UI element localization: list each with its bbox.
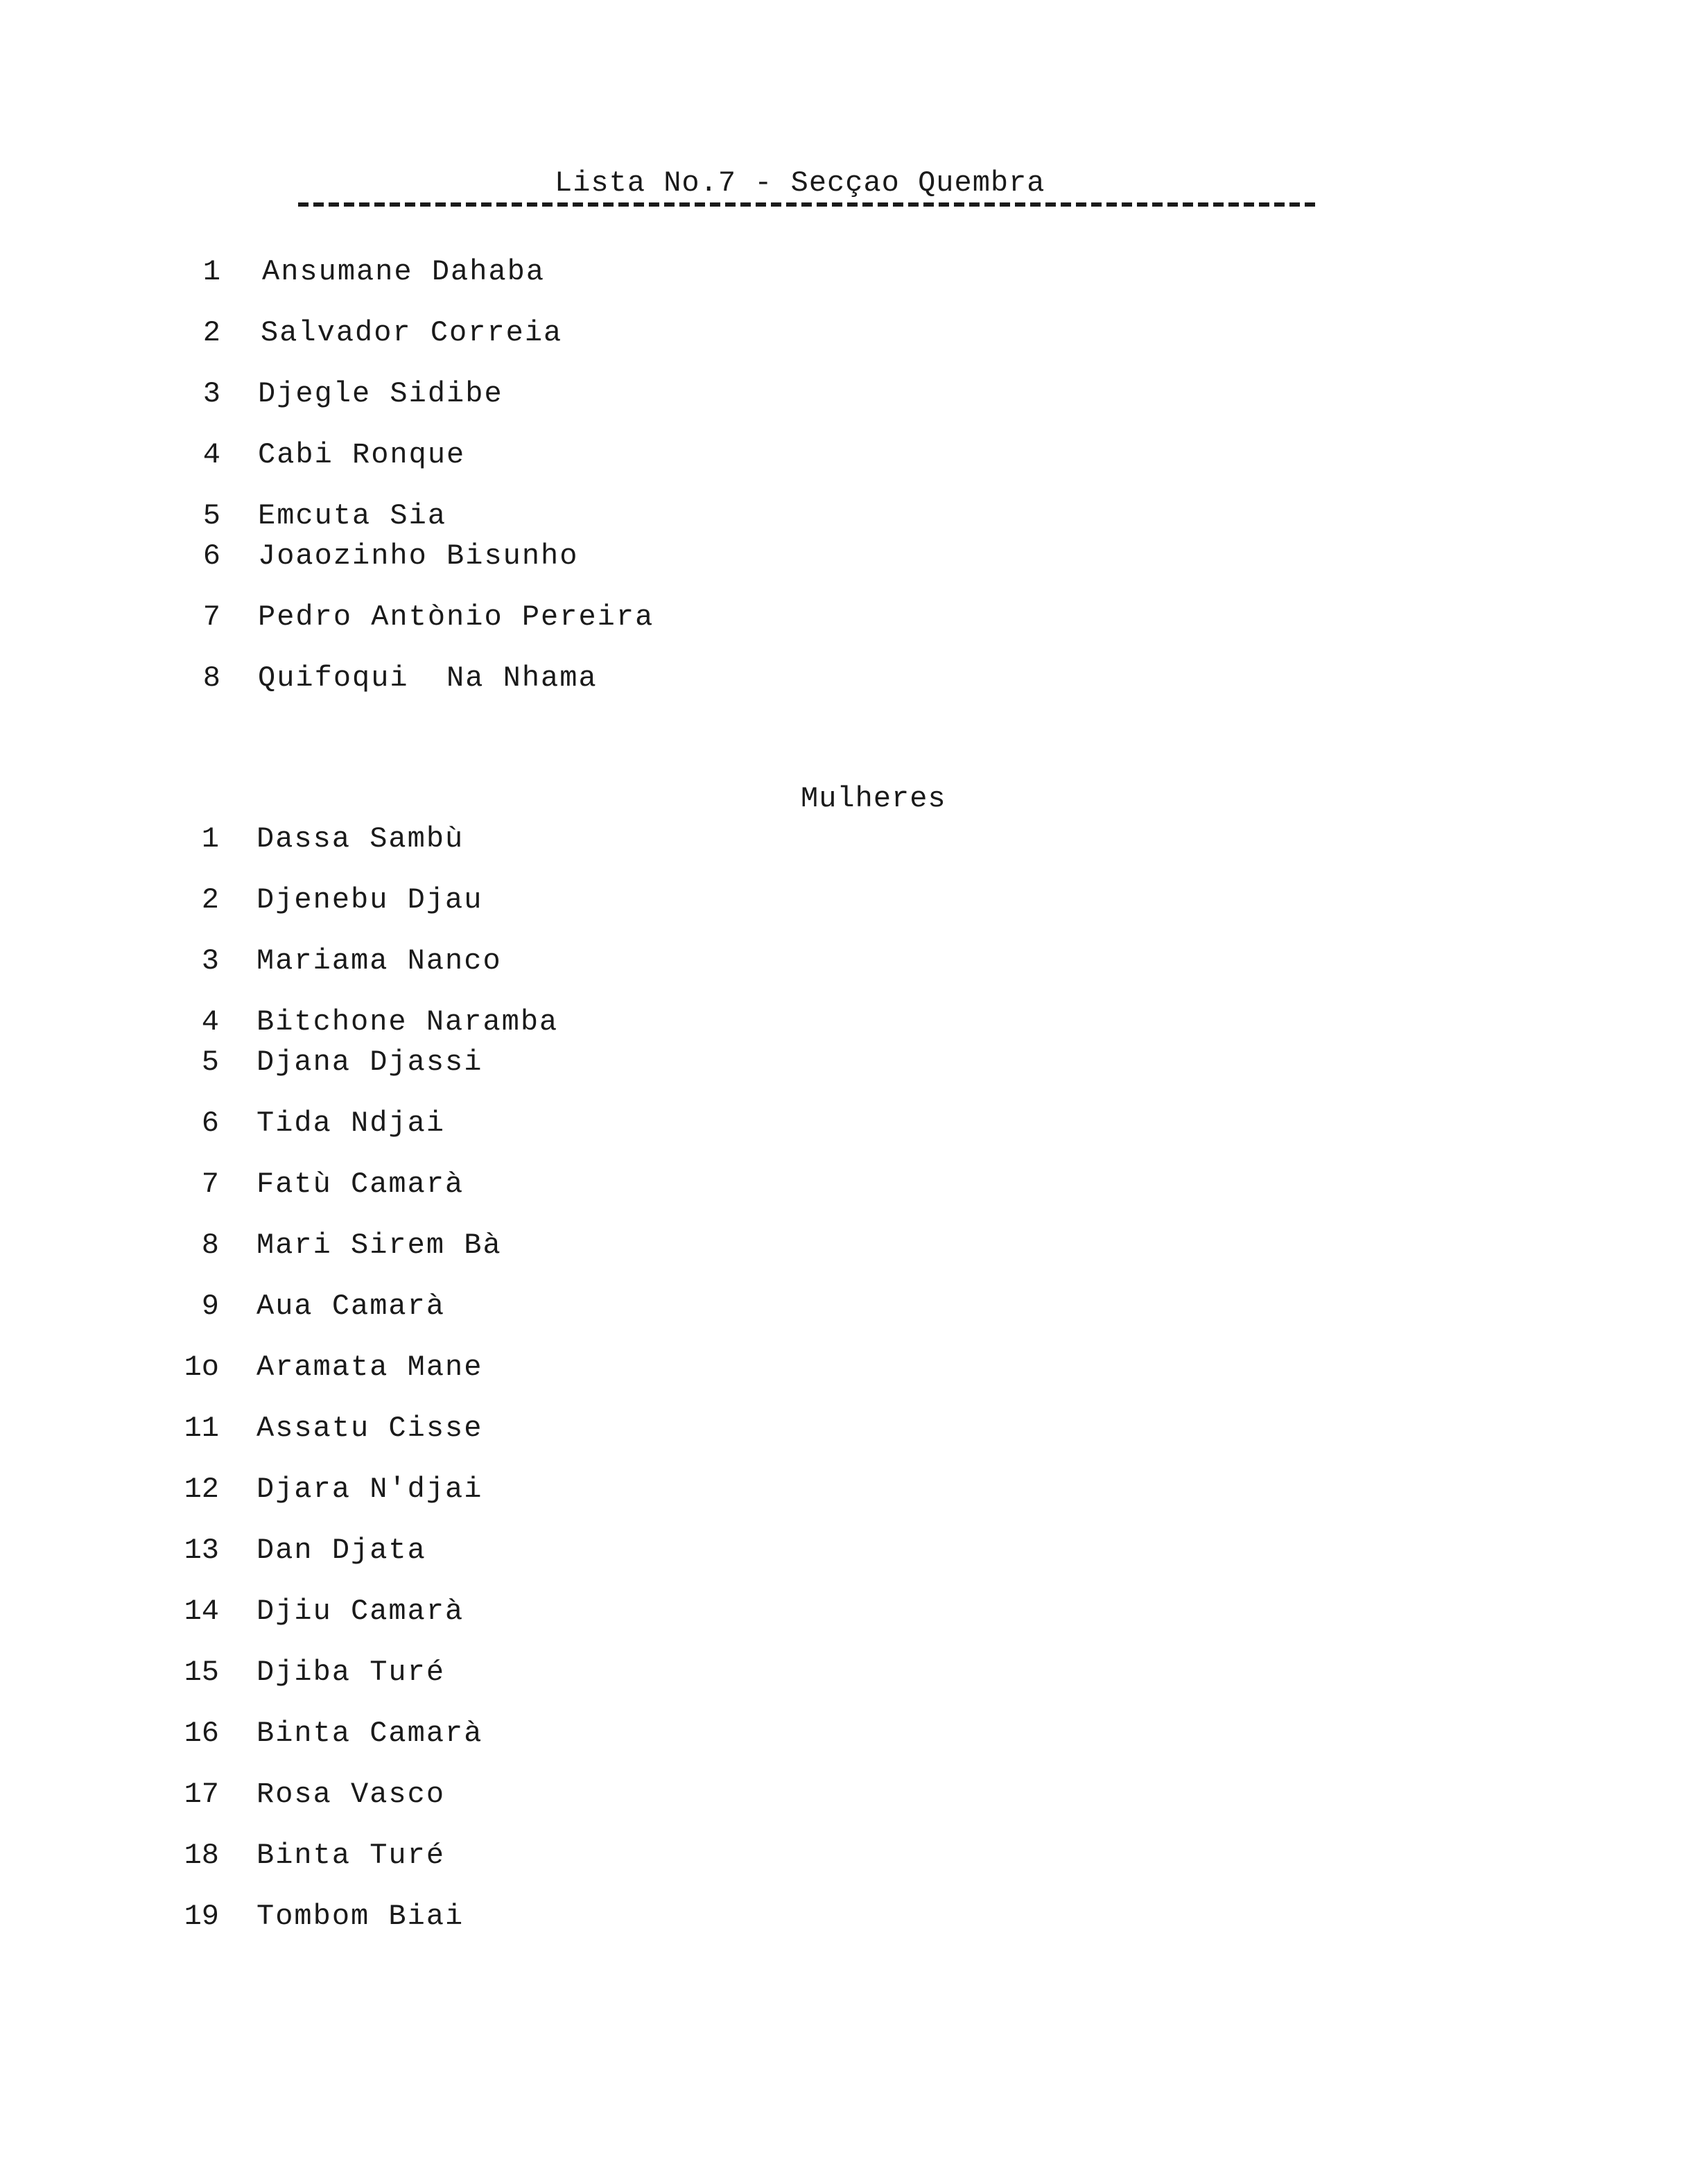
entry-number: 1	[201, 822, 219, 856]
list-item	[0, 1656, 446, 1693]
list-item	[0, 1351, 483, 1388]
entry-number: 15	[184, 1656, 219, 1689]
entry-name: Mariama Nanco	[257, 944, 502, 978]
entry-name: Dassa Sambù	[257, 822, 464, 856]
list-item	[0, 438, 466, 476]
entry-number: 1o	[184, 1351, 219, 1384]
entry-name: Tombom Biai	[257, 1900, 464, 1933]
entry-number: 4	[201, 1005, 219, 1039]
list-item	[0, 1107, 446, 1144]
entry-number: 6	[201, 1107, 219, 1140]
entry-name: Ansumane Dahaba	[262, 255, 546, 288]
entry-name: Salvador Correia	[261, 316, 563, 349]
entry-name: Pedro Antònio Pereira	[258, 600, 654, 634]
entry-number: 19	[184, 1900, 219, 1933]
entry-number: 7	[201, 1168, 219, 1201]
list-item	[0, 1595, 464, 1632]
list-item	[0, 883, 483, 921]
list-item	[0, 600, 654, 638]
list-item	[0, 255, 546, 293]
entry-name: Aramata Mane	[257, 1351, 483, 1384]
entry-number: 3	[202, 377, 220, 410]
title-underline	[298, 202, 1316, 207]
entry-number: 6	[202, 539, 220, 573]
entry-number: 9	[201, 1290, 219, 1323]
entry-name: Djenebu Djau	[257, 883, 483, 917]
entry-name: Assatu Cisse	[257, 1412, 483, 1445]
entry-number: 7	[202, 600, 220, 634]
entry-number: 18	[184, 1839, 219, 1872]
list-item	[0, 1473, 483, 1510]
list-item	[0, 1168, 464, 1205]
entry-number: 12	[184, 1473, 219, 1506]
list-item	[0, 377, 503, 415]
list-item	[0, 1534, 426, 1571]
entry-name: Bitchone Naramba	[257, 1005, 559, 1039]
entry-name: Emcuta Sia	[258, 499, 447, 532]
entry-number: 8	[202, 661, 220, 695]
entry-number: 5	[201, 1046, 219, 1079]
entry-name: Mari Sirem Bà	[257, 1229, 502, 1262]
entry-name: Cabi Ronque	[258, 438, 466, 471]
entry-name: Joaozinho Bisunho	[258, 539, 579, 573]
entry-number: 1	[202, 255, 220, 288]
list-item	[0, 539, 579, 577]
list-item	[0, 661, 598, 699]
entry-number: 16	[184, 1717, 219, 1750]
entry-name: Aua Camarà	[257, 1290, 446, 1323]
entry-number: 11	[184, 1412, 219, 1445]
list-item	[0, 1778, 446, 1815]
entry-name: Quifoqui Na Nhama	[258, 661, 598, 695]
women-section-heading: Mulheres	[801, 782, 946, 815]
list-item	[0, 499, 447, 537]
entry-number: 2	[201, 883, 219, 917]
entry-number: 8	[201, 1229, 219, 1262]
entry-number: 3	[201, 944, 219, 978]
list-item	[0, 1900, 464, 1937]
entry-number: 17	[184, 1778, 219, 1811]
entry-name: Rosa Vasco	[257, 1778, 446, 1811]
entry-name: Tida Ndjai	[257, 1107, 446, 1140]
list-item	[0, 944, 502, 982]
entry-number: 5	[202, 499, 220, 532]
list-item	[0, 1046, 483, 1083]
list-item	[0, 1412, 483, 1449]
document-title: Lista No.7 - Secçao Quembra	[555, 166, 1045, 200]
entry-name: Djegle Sidibe	[258, 377, 503, 410]
entry-name: Binta Camarà	[257, 1717, 483, 1750]
entry-number: 14	[184, 1595, 219, 1628]
entry-name: Djana Djassi	[257, 1046, 483, 1079]
list-item	[0, 1839, 446, 1876]
list-item	[0, 1290, 446, 1327]
entry-number: 13	[184, 1534, 219, 1567]
entry-name: Binta Turé	[257, 1839, 446, 1872]
list-item	[0, 1717, 483, 1754]
list-item	[0, 316, 563, 354]
entry-number: 2	[202, 316, 220, 349]
list-item	[0, 1005, 559, 1043]
entry-name: Fatù Camarà	[257, 1168, 464, 1201]
entry-name: Dan Djata	[257, 1534, 426, 1567]
entry-name: Djiba Turé	[257, 1656, 446, 1689]
list-item	[0, 822, 464, 860]
entry-name: Djiu Camarà	[257, 1595, 464, 1628]
entry-name: Djara N'djai	[257, 1473, 483, 1506]
entry-number: 4	[202, 438, 220, 471]
list-item	[0, 1229, 502, 1266]
